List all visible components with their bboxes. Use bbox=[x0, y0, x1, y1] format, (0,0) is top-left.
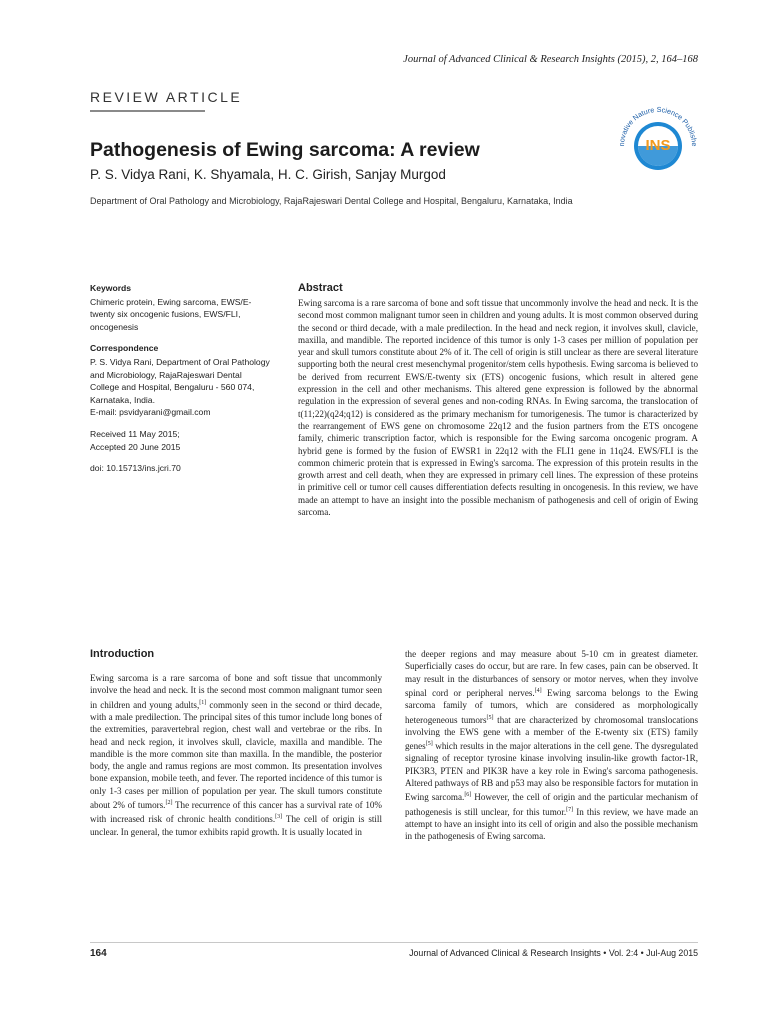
introduction-heading: Introduction bbox=[90, 648, 155, 660]
abstract-heading: Abstract bbox=[298, 282, 343, 294]
footer-rule bbox=[90, 942, 698, 943]
email-text: E-mail: psvidyarani@gmail.com bbox=[90, 407, 211, 418]
correspondence-text: P. S. Vidya Rani, Department of Oral Pathology and Microbiology, RajaRajeswari Dental College and Hospital, Bengaluru - 560 074, Karnataka, India. bbox=[90, 356, 270, 405]
logo-letters: INS bbox=[645, 137, 671, 154]
affiliation: Department of Oral Pathology and Microbiology, RajaRajeswari Dental College and Hospital, Bengaluru, Karnataka, India bbox=[90, 196, 573, 206]
article-title: Pathogenesis of Ewing sarcoma: A review bbox=[90, 139, 480, 161]
intro-text: The cell of origin is still unclear. In general, the tumor exhibits rapid growth. It is usually located in bbox=[90, 814, 382, 837]
keywords-text: Chimeric protein, Ewing sarcoma, EWS/E-twenty six oncogenic fusions, EWS/FLI, oncogenesis bbox=[90, 296, 252, 332]
doi-text: doi: 10.15713/ins.jcri.70 bbox=[90, 463, 181, 474]
received-date: Received 11 May 2015; bbox=[90, 428, 180, 439]
footer-journal-name: Journal of Advanced Clinical & Research Insights bbox=[409, 948, 601, 958]
footer-volume: Vol. 2:4 bbox=[608, 948, 639, 958]
intro-text: In this review, we have made an attempt to have an insight into its cell of origin and also the possible mechanism in the pathogenesis of Ewing sarcoma. bbox=[405, 806, 698, 842]
correspondence-heading: Correspondence bbox=[90, 343, 159, 354]
citation-ref: [2] bbox=[165, 800, 173, 806]
intro-text: that are characterized by chromosomal translocations involving the EWS gene with a member of the E-twenty six (ETS) family genes bbox=[405, 714, 698, 752]
footer-journal-info bbox=[330, 948, 698, 958]
intro-text: However, the cell of origin and the particular mechanism of pathogenesis is still unclear, for this tumor. bbox=[405, 792, 699, 817]
accepted-date: Accepted 20 June 2015 bbox=[90, 441, 181, 452]
citation-ref: [3] bbox=[275, 814, 283, 821]
intro-text: the deeper regions and may measure about 5-10 cm in greatest diameter. Superficially cases do occur, but are rare. In few cases, pain can be observed. It may result in the disturbances of sensory or motor nerves, when they involve spinal cord or peripheral nerves. bbox=[405, 649, 698, 698]
intro-text: The recurrence of this cancer has a survival rate of 10% with increased risk of chronic health conditions. bbox=[90, 800, 382, 825]
citation-ref: [4] bbox=[534, 687, 542, 694]
intro-text: which results in the major alterations in the cell gene. The dysregulated signaling of receptor tyrosine kinase involving insulin-like growth factor-1R, PIK3R3, PTEN and PIK3R have a key role in Ewing's sarcoma pathogenesis. Altered pathways of RB and p53 may also be responsible factors for mutation in Ewing sarcoma. bbox=[405, 741, 698, 803]
citation-ref: [5] bbox=[425, 741, 433, 748]
keywords-heading: Keywords bbox=[90, 283, 132, 293]
section-label: REVIEW ARTICLE bbox=[90, 89, 243, 105]
footer-date: Jul-Aug 2015 bbox=[646, 948, 698, 958]
introduction-left-column bbox=[90, 672, 382, 838]
logo-arc-text: novative Nature Science Publishe bbox=[616, 104, 700, 147]
abstract-body: Ewing sarcoma is a rare sarcoma of bone and soft tissue that uncommonly involve the head and neck. It is the second most common malignant tumor seen in children and young adults. It is most common observed during the second or third decade, with a male predilection. In the head and neck region, it involves skull, clavicle, maxilla, and mandible. The reported incidence of this tumor is only 1-3 cases per million of population per year and skull tumors constitute about 2% of it. The cell of origin is still unclear as there are several literature supporting both the neural crest mesenchymal progenitor/stem cells hypothesis. Ewing sarcoma is believed to be derived from recurrent EWS/E-twenty six (ETS) oncogenic fusions, which result in altered gene expression in the cell and other mechanisms. This altered gene expression is followed by the abnormal regulation in the expression of several genes and non-coding RNAs. In Ewing sarcoma, the translocation of t(11;22)(q24;q12) is considered as the primary mechanism for tumorigenesis. The tumor is characterized by the rearrangement of EWS gene on chromosome 22q12 and the fusion partners from the ETS oncogene family, chimeric transcription factor, which is responsible for the Ewing sarcoma oncogenic program. A hybrid gene is formed by the fusion of EWSR1 in 22q12 with the FLI1 gene in 11q24. EWS/FLI is the common chimeric protein that is expressed in Ewing's sarcoma. The expression of this protein results in the growth arrest and cell death, when they are expressed in primary cell lines. The expression of these proteins in primitive cell or tumor cell causes differentiation defects resulting in oncogenesis. In this review, we have made an attempt to have an insight into the possible mechanism of pathogenesis and cell of origin of Ewing sarcoma. bbox=[298, 298, 698, 518]
section-rule bbox=[90, 110, 205, 112]
introduction-right-column bbox=[405, 648, 698, 843]
intro-text: commonly seen in the second or third decade, with a male predilection. The principal sites of this tumor include long bones of the extremities, paravertebral region, chest wall and vertebrae or the ribs. In head and neck region, it involves skull, clavicle, maxilla and mandible. The mandible is the more common site than maxilla. In the mandible, the posterior body, the angle and ramus regions are most common. Its presentation involves bone expansion, mobile teeth, and fever. The reported incidence of this tumor is only 1-3 cases per million of population per year. The skull tumors constitute about 2% of tumors. bbox=[90, 699, 382, 811]
citation-ref: [7] bbox=[566, 806, 574, 813]
intro-text: Ewing sarcoma belongs to the Ewing sarcoma family of tumors, which are considered as morphologically heterogeneous tumors bbox=[405, 687, 698, 725]
bullet-icon: • bbox=[640, 948, 647, 958]
journal-reference: Journal of Advanced Clinical & Research Insights (2015), 2, 164–168 bbox=[403, 54, 698, 65]
citation-ref: [1] bbox=[199, 699, 207, 706]
article-metadata bbox=[90, 282, 270, 484]
publisher-logo bbox=[612, 90, 704, 182]
intro-text: Ewing sarcoma is a rare sarcoma of bone and soft tissue that uncommonly involve the head and neck. It is the second most common malignant tumor seen in children and young adults, bbox=[90, 673, 382, 710]
citation-ref: [5] bbox=[486, 714, 494, 721]
citation-ref: [6] bbox=[464, 792, 472, 799]
author-list: P. S. Vidya Rani, K. Shyamala, H. C. Girish, Sanjay Murgod bbox=[90, 167, 446, 182]
bullet-icon: • bbox=[603, 948, 609, 958]
page-number: 164 bbox=[90, 948, 107, 959]
abstract-section bbox=[298, 282, 698, 518]
